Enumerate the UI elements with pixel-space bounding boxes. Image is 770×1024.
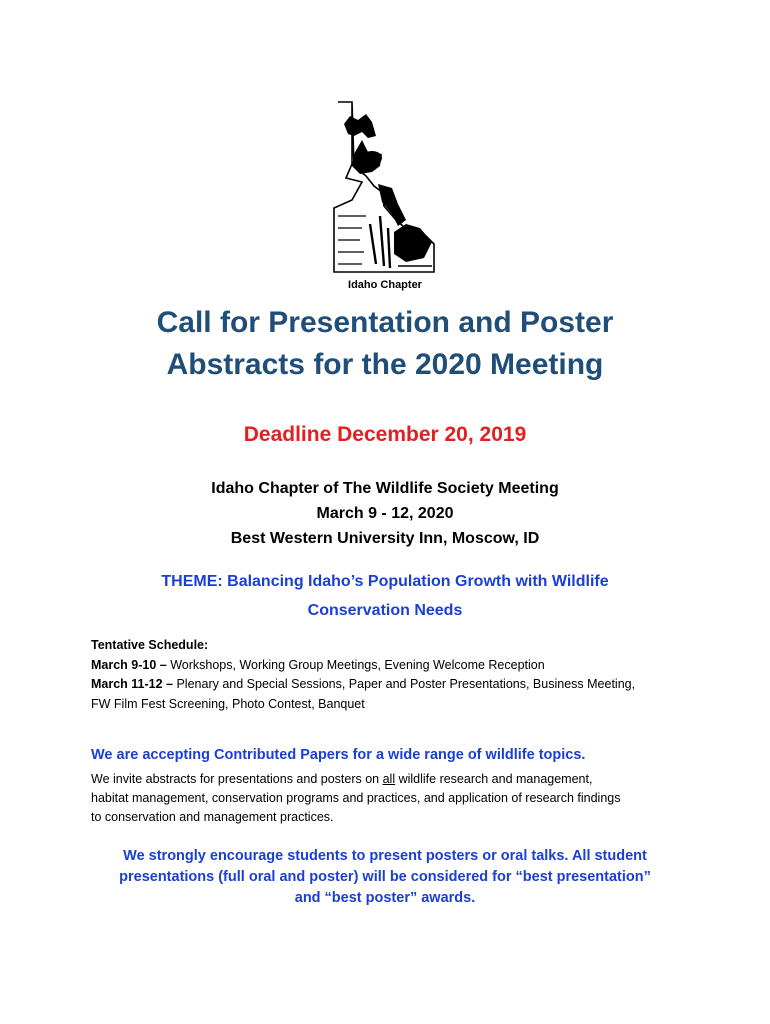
theme-line-2: Conservation Needs bbox=[307, 602, 463, 619]
theme bbox=[0, 567, 770, 625]
deadline: Deadline December 20, 2019 bbox=[243, 423, 527, 446]
tentative-schedule bbox=[91, 636, 691, 714]
idaho-chapter-logo bbox=[332, 96, 438, 276]
schedule-item-text: Plenary and Special Sessions, Paper and Poster Presentations, Business Meeting, bbox=[173, 677, 636, 691]
title-line-1: Call for Presentation and Poster bbox=[156, 306, 614, 339]
students-line-1: We strongly encourage students to present posters or oral talks. All student bbox=[123, 848, 647, 864]
chapter-label: Idaho Chapter bbox=[348, 279, 422, 291]
students-encouragement bbox=[70, 846, 700, 909]
accepting-papers-heading: We are accepting Contributed Papers for a wide range of wildlife topics. bbox=[91, 747, 586, 763]
students-line-3: and “best poster” awards. bbox=[294, 890, 476, 906]
schedule-item-continuation: FW Film Fest Screening, Photo Contest, Banquet bbox=[91, 696, 365, 711]
title-line-2: Abstracts for the 2020 Meeting bbox=[166, 348, 604, 381]
invite-text: wildlife research and management, bbox=[395, 772, 593, 786]
invite-line-2: habitat management, conservation programs and practices, and application of research findings bbox=[91, 791, 621, 805]
invite-line-3: to conservation and management practices. bbox=[91, 810, 334, 824]
schedule-item bbox=[91, 656, 691, 676]
invite-line-1 bbox=[91, 770, 691, 789]
theme-line-1: THEME: Balancing Idaho’s Population Growth with Wildlife bbox=[161, 573, 609, 590]
schedule-item-dates: March 9-10 – bbox=[91, 657, 167, 672]
students-line-2: presentations (full oral and poster) will be considered for “best presentation” bbox=[119, 869, 651, 885]
meeting-location: Best Western University Inn, Moscow, ID bbox=[230, 530, 540, 547]
schedule-item-text: Workshops, Working Group Meetings, Evening Welcome Reception bbox=[166, 657, 545, 672]
schedule-item-dates: March 11-12 – bbox=[91, 677, 173, 691]
schedule-heading: Tentative Schedule: bbox=[91, 638, 209, 652]
schedule-item bbox=[91, 675, 691, 695]
page-title bbox=[0, 302, 770, 386]
meeting-info bbox=[0, 476, 770, 551]
invite-paragraph bbox=[91, 770, 691, 827]
meeting-dates: March 9 - 12, 2020 bbox=[316, 505, 454, 522]
invite-text: We invite abstracts for presentations and posters on bbox=[91, 772, 383, 786]
meeting-name: Idaho Chapter of The Wildlife Society Meeting bbox=[211, 480, 559, 497]
invite-emphasis: all bbox=[382, 772, 396, 786]
